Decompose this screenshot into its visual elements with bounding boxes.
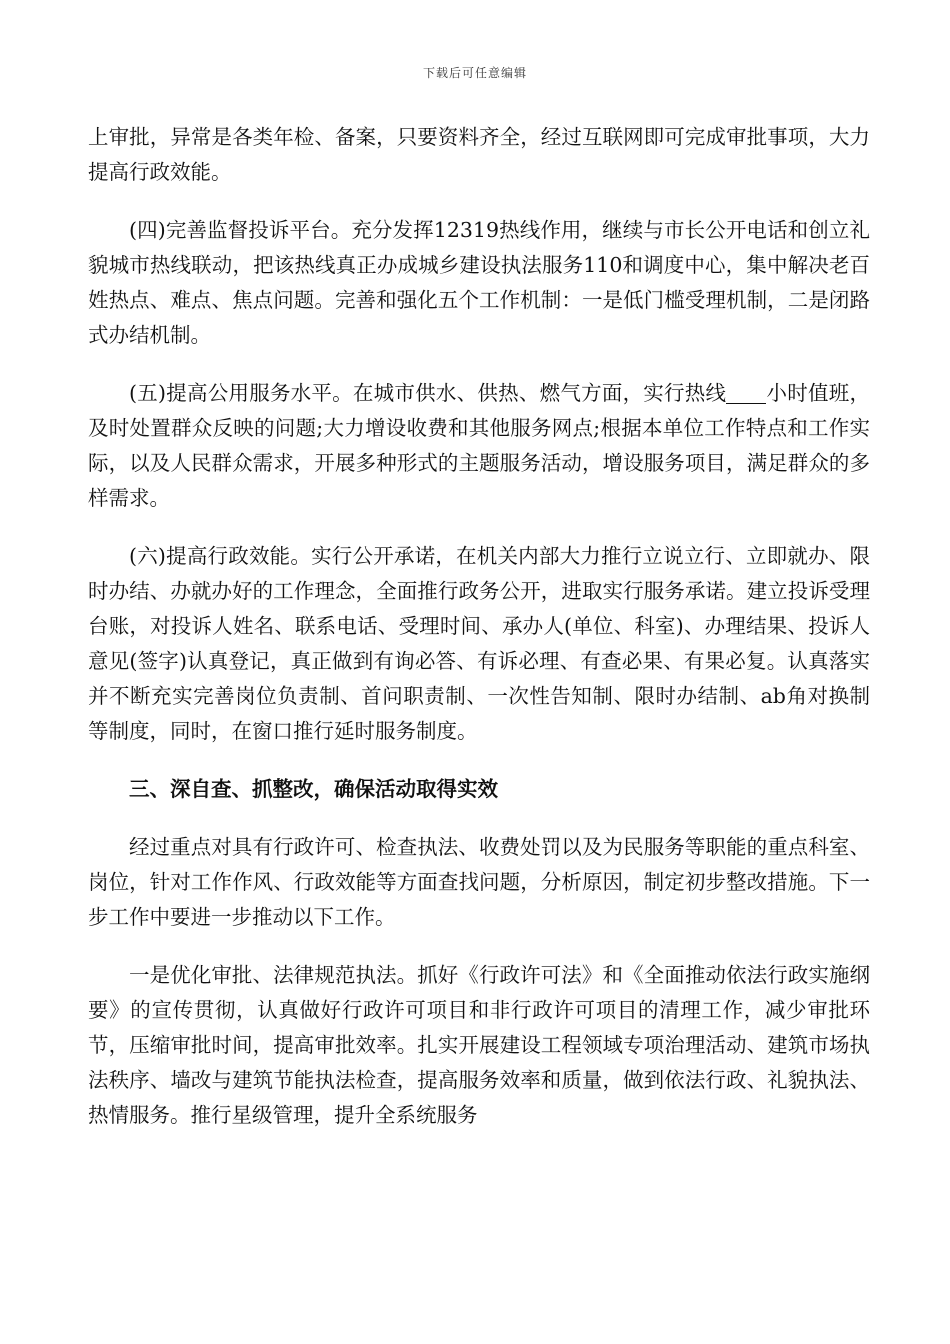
paragraph-continuation: 上审批，异常是各类年检、备案，只要资料齐全，经过互联网即可完成审批事项，大力提高行政效能。 <box>88 125 870 184</box>
section-heading-3: 三、深自查、抓整改，确保活动取得实效 <box>129 777 498 801</box>
document-body <box>88 120 870 1156</box>
paragraph-section-5-part-1: (五)提高公用服务水平。在城市供水、供热、燃气方面，实行热线 <box>129 381 727 405</box>
page-header: 下载后可任意编辑 <box>422 66 527 80</box>
fill-in-blank <box>726 383 766 404</box>
paragraph-self-inspection: 经过重点对具有行政许可、检查执法、收费处罚以及为民服务等职能的重点科室、岗位，针对工作作风、行政效能等方面查找问题，分析原因，制定初步整改措施。下一步工作中要进一步推动以下工作。 <box>88 835 870 929</box>
paragraph-section-5-part-2: 小时值班，及时处置群众反映的问题;大力增设收费和其他服务网点;根据本单位工作特点和工作实际，以及人民群众需求，开展多种形式的主题服务活动，增设服务项目，满足群众的多样需求。 <box>88 381 870 510</box>
paragraph-section-6: (六)提高行政效能。实行公开承诺，在机关内部大力推行立说立行、立即就办、限时办结、办就办好的工作理念，全面推行政务公开，进取实行服务承诺。建立投诉受理台账，对投诉人姓名、联系电话、受理时间、承办人(单位、科室)、办理结果、投诉人意见(签字)认真登记，真正做到有询必答、有诉必理、有查必果、有果必复。认真落实并不断充实完善岗位负责制、首问职责制、一次性告知制、限时办结制、ab角对换制等制度，同时，在窗口推行延时服务制度。 <box>88 544 870 743</box>
paragraph-item-1: 一是优化审批、法律规范执法。抓好《行政许可法》和《全面推动依法行政实施纲要》的宣传贯彻，认真做好行政许可项目和非行政许可项目的清理工作，减少审批环节，压缩审批时间，提高审批效率。扎实开展建设工程领域专项治理活动、建筑市场执法秩序、墙改与建筑节能执法检查，提高服务效率和质量，做到依法行政、礼貌执法、热情服务。推行星级管理，提升全系统服务 <box>88 963 870 1127</box>
paragraph-section-5 <box>88 376 870 516</box>
paragraph-section-4: (四)完善监督投诉平台。充分发挥12319热线作用，继续与市长公开电话和创立礼貌城市热线联动，把该热线真正办成城乡建设执法服务110和调度中心，集中解决老百姓热点、难点、焦点问题。完善和强化五个工作机制：一是低门槛受理机制，二是闭路式办结机制。 <box>88 218 870 347</box>
